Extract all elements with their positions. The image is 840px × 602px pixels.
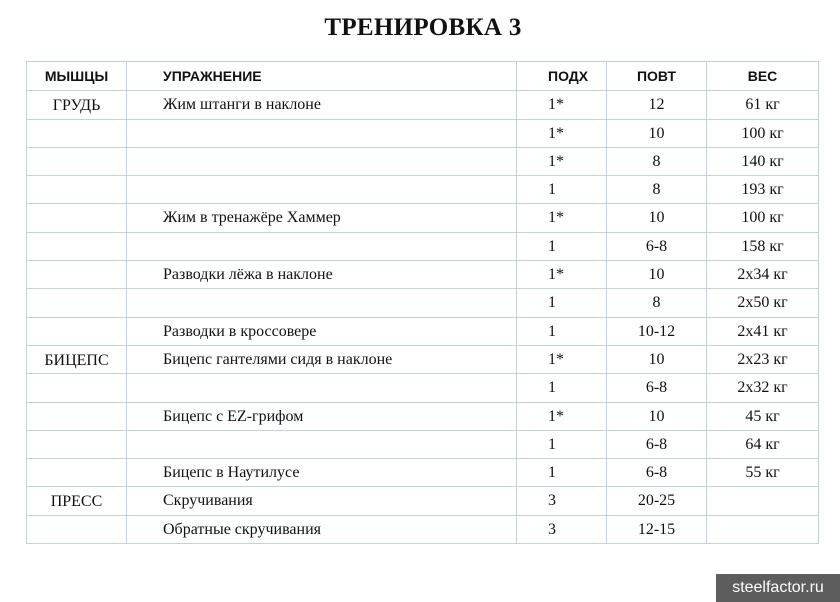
table-row (27, 261, 819, 289)
cell-weight: 2x41 кг (707, 317, 819, 345)
cell-sets: 1* (517, 147, 607, 175)
table-header-row (27, 62, 819, 91)
cell-sets: 3 (517, 515, 607, 543)
cell-exercise: Разводки лёжа в наклоне (127, 261, 517, 289)
site-watermark: steelfactor.ru (716, 574, 840, 602)
cell-sets: 1* (517, 402, 607, 430)
workout-table (26, 61, 819, 544)
cell-exercise: Бицепс с EZ-грифом (127, 402, 517, 430)
cell-reps: 10 (607, 204, 707, 232)
cell-weight: 45 кг (707, 402, 819, 430)
cell-sets: 1 (517, 176, 607, 204)
cell-muscle (27, 515, 127, 543)
cell-muscle: БИЦЕПС (27, 345, 127, 373)
table-row (27, 430, 819, 458)
cell-exercise: Бицепс гантелями сидя в наклоне (127, 345, 517, 373)
cell-sets: 1 (517, 289, 607, 317)
table-row (27, 487, 819, 515)
table-row (27, 459, 819, 487)
cell-exercise (127, 374, 517, 402)
cell-sets: 1* (517, 119, 607, 147)
cell-sets: 1* (517, 91, 607, 119)
header-sets: ПОДХ (517, 62, 607, 91)
cell-exercise: Скручивания (127, 487, 517, 515)
cell-reps: 10 (607, 402, 707, 430)
table-row (27, 119, 819, 147)
table-row (27, 515, 819, 543)
cell-weight (707, 487, 819, 515)
cell-muscle (27, 232, 127, 260)
cell-exercise: Обратные скручивания (127, 515, 517, 543)
header-exercise: УПРАЖНЕНИЕ (127, 62, 517, 91)
cell-weight: 100 кг (707, 204, 819, 232)
cell-exercise: Жим в тренажёре Хаммер (127, 204, 517, 232)
cell-reps: 6-8 (607, 459, 707, 487)
cell-sets: 1* (517, 261, 607, 289)
cell-weight: 2x32 кг (707, 374, 819, 402)
cell-reps: 10 (607, 345, 707, 373)
table-row (27, 289, 819, 317)
cell-sets: 1* (517, 204, 607, 232)
header-reps: ПОВТ (607, 62, 707, 91)
cell-sets: 3 (517, 487, 607, 515)
cell-weight: 2x23 кг (707, 345, 819, 373)
cell-muscle (27, 119, 127, 147)
cell-muscle (27, 402, 127, 430)
cell-sets: 1 (517, 374, 607, 402)
cell-weight: 55 кг (707, 459, 819, 487)
cell-exercise (127, 147, 517, 175)
cell-reps: 8 (607, 289, 707, 317)
cell-weight: 140 кг (707, 147, 819, 175)
cell-reps: 20-25 (607, 487, 707, 515)
cell-reps: 10-12 (607, 317, 707, 345)
cell-sets: 1 (517, 232, 607, 260)
table-row (27, 91, 819, 119)
table-row (27, 317, 819, 345)
cell-muscle: ГРУДЬ (27, 91, 127, 119)
cell-reps: 6-8 (607, 430, 707, 458)
cell-muscle (27, 204, 127, 232)
cell-weight: 61 кг (707, 91, 819, 119)
table-row (27, 147, 819, 175)
cell-weight: 2x34 кг (707, 261, 819, 289)
cell-weight: 64 кг (707, 430, 819, 458)
cell-muscle (27, 176, 127, 204)
table-row (27, 204, 819, 232)
cell-exercise: Жим штанги в наклоне (127, 91, 517, 119)
table-row (27, 374, 819, 402)
table-row (27, 176, 819, 204)
cell-exercise: Бицепс в Наутилусе (127, 459, 517, 487)
page-title: ТРЕНИРОВКА 3 (324, 14, 522, 41)
cell-reps: 12-15 (607, 515, 707, 543)
cell-reps: 8 (607, 176, 707, 204)
table-row (27, 345, 819, 373)
cell-weight: 193 кг (707, 176, 819, 204)
cell-muscle (27, 147, 127, 175)
cell-reps: 8 (607, 147, 707, 175)
cell-weight (707, 515, 819, 543)
cell-weight: 100 кг (707, 119, 819, 147)
cell-sets: 1* (517, 345, 607, 373)
cell-muscle (27, 430, 127, 458)
cell-exercise (127, 119, 517, 147)
cell-exercise (127, 232, 517, 260)
cell-muscle (27, 459, 127, 487)
table-row (27, 402, 819, 430)
cell-muscle (27, 289, 127, 317)
cell-reps: 12 (607, 91, 707, 119)
cell-muscle (27, 317, 127, 345)
cell-reps: 10 (607, 119, 707, 147)
cell-exercise: Разводки в кроссовере (127, 317, 517, 345)
cell-muscle (27, 261, 127, 289)
cell-muscle (27, 374, 127, 402)
table-row (27, 232, 819, 260)
cell-weight: 2x50 кг (707, 289, 819, 317)
cell-reps: 6-8 (607, 374, 707, 402)
cell-exercise (127, 176, 517, 204)
cell-exercise (127, 430, 517, 458)
header-weight: ВЕС (707, 62, 819, 91)
cell-muscle: ПРЕСС (27, 487, 127, 515)
cell-sets: 1 (517, 317, 607, 345)
cell-reps: 6-8 (607, 232, 707, 260)
cell-sets: 1 (517, 459, 607, 487)
header-muscles: МЫШЦЫ (27, 62, 127, 91)
cell-exercise (127, 289, 517, 317)
cell-reps: 10 (607, 261, 707, 289)
cell-sets: 1 (517, 430, 607, 458)
cell-weight: 158 кг (707, 232, 819, 260)
